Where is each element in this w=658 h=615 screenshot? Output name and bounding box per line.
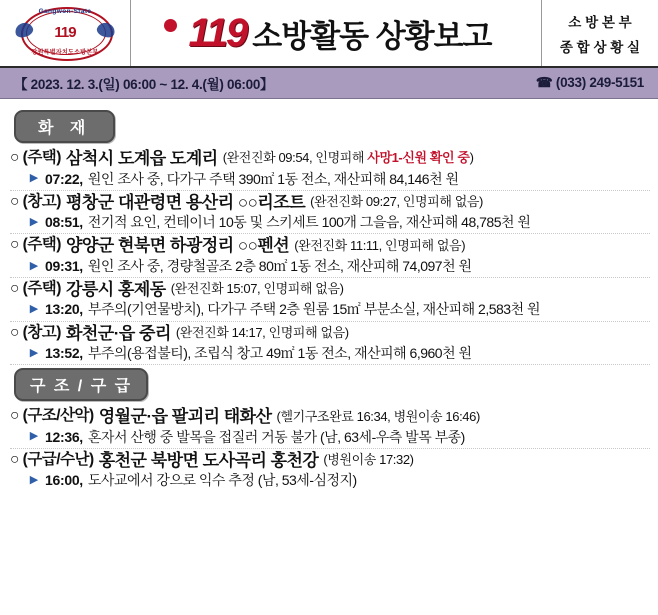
incident-detail-text: 혼자서 산행 중 발목을 접질러 거동 불가 (남, 63세-우측 발목 부종) xyxy=(87,428,465,445)
incident-time: 07:22, xyxy=(45,170,83,187)
report-period: 【 2023. 12. 3.(일) 06:00 ~ 12. 4.(월) 06:00】 xyxy=(14,77,274,92)
incident-category: ○ (창고) xyxy=(10,323,61,341)
period-bar xyxy=(0,68,658,99)
incident-category: ○ (주택) xyxy=(10,279,61,297)
title-cell xyxy=(131,0,541,66)
logo-119 xyxy=(189,11,247,56)
triangle-bullet-icon: ▶ xyxy=(29,215,39,228)
triangle-bullet-icon: ▶ xyxy=(29,430,39,443)
incident-status xyxy=(223,151,474,166)
logo-119-text: 119 xyxy=(188,10,247,55)
incident-category: ○ (구조/산악) xyxy=(10,407,94,425)
incident-status-suffix: ) xyxy=(469,150,474,166)
section-heading-fire: 화 재 xyxy=(14,110,115,143)
incident-detail-text: 전기적 요인, 컨테이너 10동 및 스키세트 100개 그을음, 재산피해 48,785천 원 xyxy=(87,214,531,231)
incident-location: 강릉시 홍제동 xyxy=(65,279,166,299)
incident-status: (헬기구조완료 16:34, 병원이송 16:46) xyxy=(276,408,480,424)
incident-detail-text: 도사교에서 강으로 익수 추정 (남, 53세-심정지) xyxy=(87,472,357,489)
incident-headline xyxy=(10,147,658,170)
incident-headline xyxy=(10,234,658,257)
incident-location: 홍천군 북방면 도사곡리 홍천강 xyxy=(98,450,319,470)
incident-detail xyxy=(10,213,650,234)
emblem-center-text: 119 xyxy=(54,23,76,41)
incident-detail-text: 부주의(기연물방치), 다가구 주택 2층 원룸 15㎡ 부분소실, 재산피해 2,583천 원 xyxy=(87,301,541,318)
incident-location: 평창군 대관령면 용산리 ○○리조트 xyxy=(65,192,306,212)
contact-phone: ☎ (033) 249-5151 xyxy=(535,75,644,90)
incident-time: 16:00, xyxy=(45,472,83,489)
triangle-bullet-icon: ▶ xyxy=(29,259,39,272)
incident-detail xyxy=(10,344,650,365)
incident-status: (완전진화 11:11, 인명피해 없음) xyxy=(294,237,466,253)
section-heading-rescue: 구 조 / 구 급 xyxy=(14,368,148,401)
incident-status: (병원이송 17:32) xyxy=(323,452,414,468)
report-header xyxy=(0,0,658,68)
incident-detail xyxy=(10,428,650,449)
emblem-bottom-text: 강원특별자치도소방본부 xyxy=(31,50,99,56)
incident-status: (완전진화 09:27, 인명피해 없음) xyxy=(310,193,483,209)
incident-time: 12:36, xyxy=(45,428,83,445)
incident-detail xyxy=(10,170,650,191)
triangle-bullet-icon: ▶ xyxy=(29,474,39,487)
incident-headline xyxy=(10,191,658,214)
incident-time: 09:31, xyxy=(45,257,83,274)
incident-time: 13:52, xyxy=(45,345,83,362)
triangle-bullet-icon: ▶ xyxy=(29,346,39,359)
incident-detail-text: 원인 조사 중, 다가구 주택 390㎡ 1동 전소, 재산피해 84,146천 원 xyxy=(87,170,459,187)
gangwon-fire-emblem-icon xyxy=(13,5,117,61)
issuing-office xyxy=(541,0,658,66)
incident-detail xyxy=(10,257,650,278)
incident-detail-text: 부주의(용접불티), 조립식 창고 49㎡ 1동 전소, 재산피해 6,960천 원 xyxy=(87,345,472,362)
incident-detail xyxy=(10,471,650,491)
incident-time: 08:51, xyxy=(45,214,83,231)
incident-status: (완전진화 14:17, 인명피해 없음) xyxy=(175,324,349,340)
incident-location: 화천군·읍 중리 xyxy=(65,323,171,343)
incident-detail xyxy=(10,300,650,321)
incident-category: ○ (구급/수난) xyxy=(10,450,94,468)
page-title: 소방활동 상황보고 xyxy=(252,18,492,54)
org-line-2: 종 합 상 황 실 xyxy=(559,39,641,55)
incident-detail-text: 원인 조사 중, 경량철골조 2층 80㎡ 1동 전소, 재산피해 74,097천 원 xyxy=(87,257,472,274)
agency-emblem-cell xyxy=(0,0,131,66)
incident-headline xyxy=(10,449,658,472)
triangle-bullet-icon: ▶ xyxy=(29,172,39,185)
emblem-top-text: Gangwon-State xyxy=(38,8,92,15)
incident-location: 양양군 현북면 하광정리 ○○펜션 xyxy=(65,236,290,256)
incident-category: ○ (창고) xyxy=(10,192,61,210)
incident-status: (완전진화 15:07, 인명피해 없음) xyxy=(170,281,344,297)
incident-headline xyxy=(10,322,658,345)
incident-status-prefix: (완전진화 09:54, 인명피해 xyxy=(222,150,368,166)
incident-headline xyxy=(10,405,658,428)
incident-casualty: 사망1-신원 확인 중 xyxy=(367,150,470,166)
incident-location: 삼척시 도계읍 도계리 xyxy=(65,149,218,168)
incident-category: ○ (주택) xyxy=(10,236,61,254)
incident-location: 영월군·읍 팔괴리 태화산 xyxy=(98,407,272,427)
incident-time: 13:20, xyxy=(45,301,83,318)
triangle-bullet-icon: ▶ xyxy=(29,303,39,316)
incident-headline xyxy=(10,278,658,301)
incident-group-rescue xyxy=(10,405,658,491)
incident-group-fire xyxy=(10,147,658,365)
org-line-1: 소 방 본 부 xyxy=(568,14,632,30)
report-body xyxy=(0,99,658,491)
incident-category: ○ (주택) xyxy=(10,149,61,166)
